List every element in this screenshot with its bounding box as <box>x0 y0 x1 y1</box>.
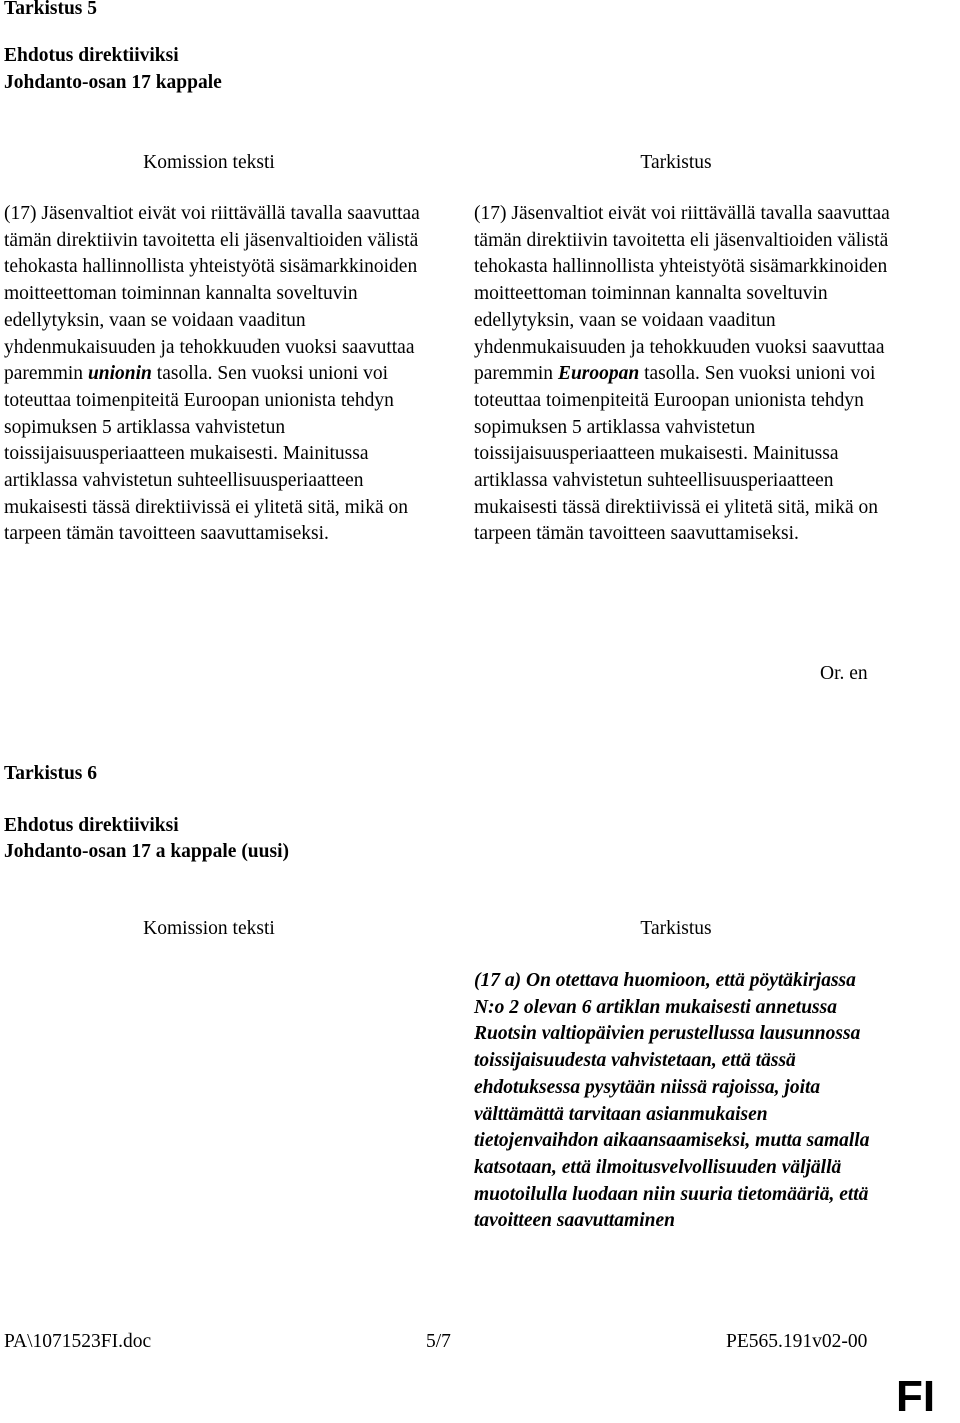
highlighted-word: unionin <box>87 363 152 385</box>
amendment-6-proposal: Ehdotus direktiiviksi <box>4 815 179 836</box>
text-part: tasolla. Sen vuoksi unioni voi toteuttaa toimenpiteitä Euroopan unionista tehdyn sopimuksen 5 artiklassa vahvistetun toissijaisuusperiaatteen mukaisesti. Mainitussa artiklassa vahvistetun suhteellisuusperiaatteen mukaisesti tässä direktiivissä ei ylitetä sitä, mikä on tarpeen tämän tavoitteen saavuttamiseksi. <box>474 363 879 545</box>
amendment-6-title: Tarkistus 6 <box>4 763 98 784</box>
language-mark: FI <box>896 1372 936 1421</box>
text-part: (17) Jäsenvaltiot eivät voi riittävällä tavalla saavuttaa tämän direktiivin tavoitetta eli jäsenvaltioiden välistä tehokasta hallinnollista yhteistyötä sisämarkkinoiden moitteettoman toiminnan kannalta soveltuvin edellytyksin, vaan se voidaan vaaditun yhdenmukaisuuden ja tehokkuuden vuoksi saavuttaa paremmin <box>474 203 890 385</box>
amendment-6-right-column-header: Tarkistus <box>640 918 712 939</box>
amendment-5-proposal: Ehdotus direktiiviksi <box>4 45 179 66</box>
amendment-5-left-column-header: Komission teksti <box>143 152 275 173</box>
amendment-5-right-column-header: Tarkistus <box>640 152 712 173</box>
amendment-5-title: Tarkistus 5 <box>4 0 98 19</box>
text-part: tasolla. Sen vuoksi unioni voi toteuttaa toimenpiteitä Euroopan unionista tehdyn sopimuksen 5 artiklassa vahvistetun toissijaisuusperiaatteen mukaisesti. Mainitussa artiklassa vahvistetun suhteellisuusperiaatteen mukaisesti tässä direktiivissä ei ylitetä sitä, mikä on tarpeen tämän tavoitteen saavuttamiseksi. <box>4 363 409 545</box>
amendment-5-location: Johdanto-osan 17 kappale <box>4 72 222 93</box>
amendment-6-location: Johdanto-osan 17 a kappale (uusi) <box>4 841 289 862</box>
footer-doc-ref: PA\1071523FI.doc <box>4 1331 152 1352</box>
footer-doc-code: PE565.191v02-00 <box>726 1331 868 1352</box>
text-part: (17) Jäsenvaltiot eivät voi riittävällä tavalla saavuttaa tämän direktiivin tavoitetta eli jäsenvaltioiden välistä tehokasta hallinnollista yhteistyötä sisämarkkinoiden moitteettoman toiminnan kannalta soveltuvin edellytyksin, vaan se voidaan vaaditun yhdenmukaisuuden ja tehokkuuden vuoksi saavuttaa paremmin <box>4 203 420 385</box>
highlighted-word: Euroopan <box>557 363 640 385</box>
amendment-6-left-column-header: Komission teksti <box>143 918 275 939</box>
footer-page-number: 5/7 <box>426 1331 451 1352</box>
amendment-5-amended-text <box>474 201 894 548</box>
amendment-6-amended-text: (17 a) On otettava huomioon, että pöytäkirjassa N:o 2 olevan 6 artiklan mukaisesti annetussa Ruotsin valtiopäivien perustellussa lausunnossa toissijaisuudesta vahvistetaan, että tässä ehdotuksessa pysytään niissä rajoissa, joita välttämättä tarvitaan asianmukaisen tietojenvaihdon aikaansaamiseksi, mutta samalla katsotaan, että ilmoitusvelvollisuuden väljällä muotoilulla luodaan niin suuria tietomääriä, että tavoitteen saavuttaminen <box>474 970 870 1232</box>
amendment-5-commission-text <box>4 201 424 548</box>
original-language: Or. en <box>820 663 868 684</box>
